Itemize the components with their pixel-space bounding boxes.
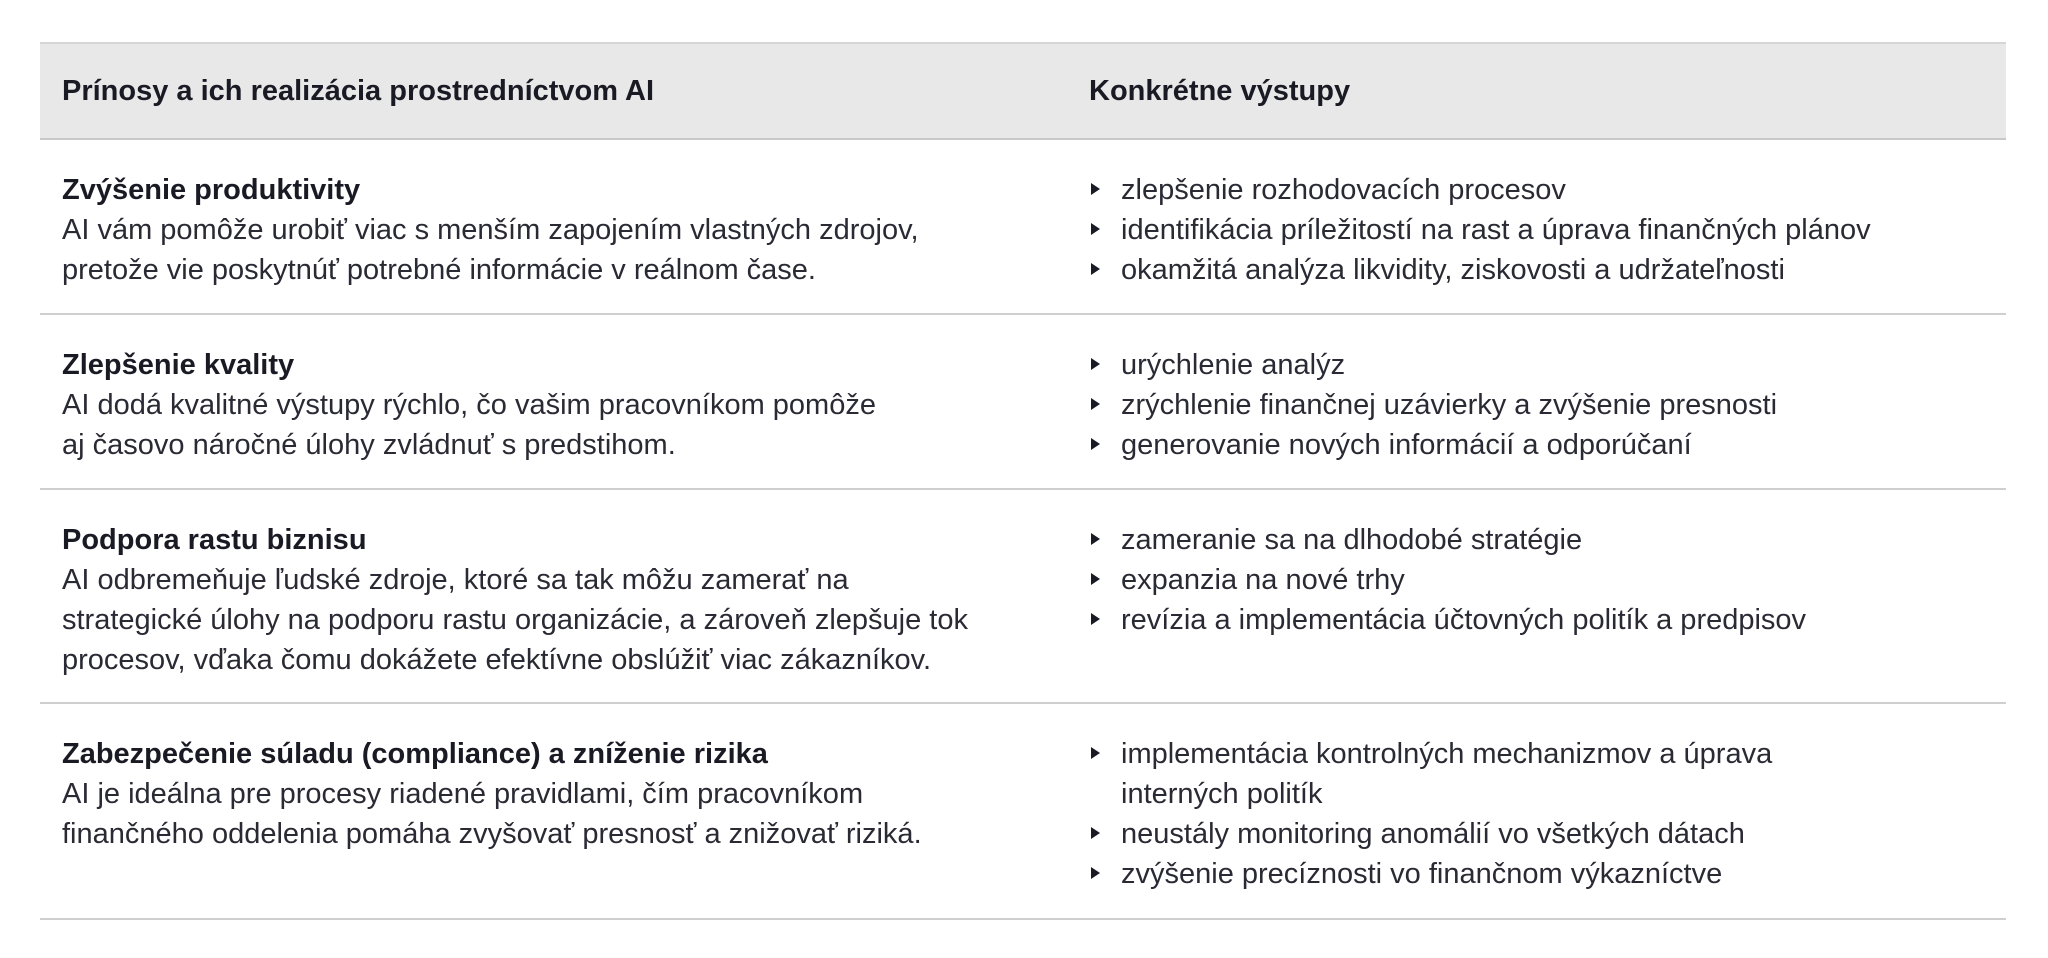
triangle-bullet-icon (1091, 573, 1100, 585)
benefit-description-line: AI vám pomôže urobiť viac s menším zapojením vlastných zdrojov, (62, 214, 919, 246)
output-text: generovanie nových informácií a odporúčaní (1121, 429, 1692, 461)
output-text: urýchlenie analýz (1121, 349, 1346, 381)
table-row (40, 490, 2006, 704)
table-row (40, 315, 2006, 490)
benefit-description (62, 560, 1062, 680)
header-outputs: Konkrétne výstupy (1089, 75, 1351, 107)
list-item (1089, 345, 1989, 385)
benefit-title: Zvýšenie produktivity (62, 174, 361, 206)
outputs-cell (1089, 520, 1989, 640)
outputs-cell (1089, 170, 1989, 290)
triangle-bullet-icon (1091, 183, 1100, 195)
output-text: expanzia na nové trhy (1121, 564, 1405, 596)
benefit-cell (62, 734, 1062, 854)
outputs-list (1089, 170, 1989, 290)
list-item (1089, 734, 1989, 814)
output-text: zrýchlenie finančnej uzávierky a zvýšenie presnosti (1121, 389, 1778, 421)
output-text: zlepšenie rozhodovacích procesov (1121, 174, 1566, 206)
output-text: implementácia kontrolných mechanizmov a úprava (1121, 738, 1773, 770)
table-body (40, 140, 2006, 920)
triangle-bullet-icon (1091, 398, 1100, 410)
triangle-bullet-icon (1091, 827, 1100, 839)
table-row (40, 140, 2006, 315)
benefit-description-line: AI dodá kvalitné výstupy rýchlo, čo vašim pracovníkom pomôže (62, 389, 876, 421)
outputs-cell (1089, 734, 1989, 894)
benefit-description-line: finančného oddelenia pomáha zvyšovať presnosť a znižovať riziká. (62, 818, 922, 850)
output-text: zvýšenie precíznosti vo finančnom výkazníctve (1121, 858, 1723, 890)
benefit-description-line: AI je ideálna pre procesy riadené pravidlami, čím pracovníkom (62, 778, 864, 810)
benefit-description (62, 385, 1062, 465)
list-item (1089, 250, 1989, 290)
list-item (1089, 385, 1989, 425)
outputs-cell (1089, 345, 1989, 465)
benefits-table (40, 42, 2006, 920)
list-item (1089, 560, 1989, 600)
list-item (1089, 520, 1989, 560)
outputs-list (1089, 734, 1989, 894)
triangle-bullet-icon (1091, 223, 1100, 235)
table-header (40, 42, 2006, 140)
benefit-title: Podpora rastu biznisu (62, 524, 367, 556)
output-text: zameranie sa na dlhodobé stratégie (1121, 524, 1583, 556)
list-item (1089, 854, 1989, 894)
benefit-description-line: pretože vie poskytnúť potrebné informácie v reálnom čase. (62, 254, 816, 286)
output-text: revízia a implementácia účtovných politík a predpisov (1121, 604, 1807, 636)
benefit-cell (62, 520, 1062, 680)
table-row (40, 704, 2006, 920)
benefit-description (62, 774, 1062, 854)
benefit-description (62, 210, 1062, 290)
benefit-description-line: aj časovo náročné úlohy zvládnuť s predstihom. (62, 429, 676, 461)
triangle-bullet-icon (1091, 613, 1100, 625)
triangle-bullet-icon (1091, 263, 1100, 275)
output-text: neustály monitoring anomálií vo všetkých dátach (1121, 818, 1745, 850)
list-item (1089, 210, 1989, 250)
list-item (1089, 814, 1989, 854)
benefit-cell (62, 170, 1062, 290)
benefit-description-line: strategické úlohy na podporu rastu organizácie, a zároveň zlepšuje tok (62, 604, 968, 636)
triangle-bullet-icon (1091, 533, 1100, 545)
benefit-title: Zabezpečenie súladu (compliance) a zníženie rizika (62, 738, 768, 770)
list-item (1089, 170, 1989, 210)
output-text: identifikácia príležitostí na rast a úprava finančných plánov (1121, 214, 1871, 246)
triangle-bullet-icon (1091, 867, 1100, 879)
benefit-description-line: AI odbremeňuje ľudské zdroje, ktoré sa tak môžu zamerať na (62, 564, 849, 596)
output-text: okamžitá analýza likvidity, ziskovosti a udržateľnosti (1121, 254, 1785, 286)
list-item (1089, 600, 1989, 640)
outputs-list (1089, 520, 1989, 640)
benefit-description-line: procesov, vďaka čomu dokážete efektívne obslúžiť viac zákazníkov. (62, 644, 932, 676)
triangle-bullet-icon (1091, 438, 1100, 450)
list-item (1089, 425, 1989, 465)
benefit-cell (62, 345, 1062, 465)
triangle-bullet-icon (1091, 747, 1100, 759)
header-benefits: Prínosy a ich realizácia prostredníctvom AI (62, 75, 655, 107)
benefit-title: Zlepšenie kvality (62, 349, 295, 381)
triangle-bullet-icon (1091, 358, 1100, 370)
outputs-list (1089, 345, 1989, 465)
output-text: interných politík (1121, 778, 1323, 810)
